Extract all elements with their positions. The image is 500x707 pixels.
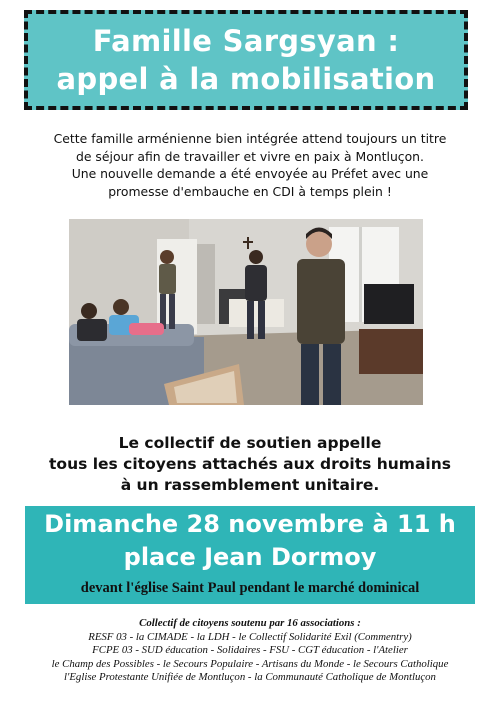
event-date-time: Dimanche 28 novembre à 11 h xyxy=(44,510,456,538)
intro-line: Cette famille arménienne bien intégrée attend toujours un titre xyxy=(53,131,447,146)
event-place: place Jean Dormoy xyxy=(123,543,377,571)
intro-paragraph xyxy=(20,130,480,200)
appeal-line: tous les citoyens attachés aux droits humains xyxy=(49,455,451,473)
footer-line: FCPE 03 - SUD éducation - Solidaires - FSU - CGT éducation - l'Atelier xyxy=(92,644,408,657)
title-line-1: Famille Sargsyan : xyxy=(92,24,400,58)
event-banner xyxy=(25,506,475,604)
appeal-line: à un rassemblement unitaire. xyxy=(120,476,380,494)
intro-line: Une nouvelle demande a été envoyée au Préfet avec une xyxy=(71,166,429,181)
title-line-2: appel à la mobilisation xyxy=(56,62,436,96)
intro-line: promesse d'embauche en CDI à temps plein ! xyxy=(108,183,392,199)
event-location-detail: devant l'église Saint Paul pendant le marché dominical xyxy=(80,580,420,596)
footer-associations xyxy=(20,617,480,685)
footer-line: le Champ des Possibles - le Secours Populaire - Artisans du Monde - le Secours Catholique xyxy=(51,657,449,670)
family-photo xyxy=(69,219,423,405)
footer-lead: Collectif de citoyens soutenu par 16 associations : xyxy=(139,617,361,629)
appeal-paragraph xyxy=(20,433,480,496)
footer-line: RESF 03 - la CIMADE - la LDH - le Collectif Solidarité Exil (Commentry) xyxy=(88,630,412,643)
title-banner xyxy=(24,10,468,110)
intro-line: de séjour afin de travailler et vivre en paix à Montluçon. xyxy=(76,148,424,164)
footer-line: l'Eglise Protestante Unifiée de Montluçon - la Communauté Catholique de Montluçon xyxy=(64,671,436,684)
appeal-line: Le collectif de soutien appelle xyxy=(118,434,382,452)
